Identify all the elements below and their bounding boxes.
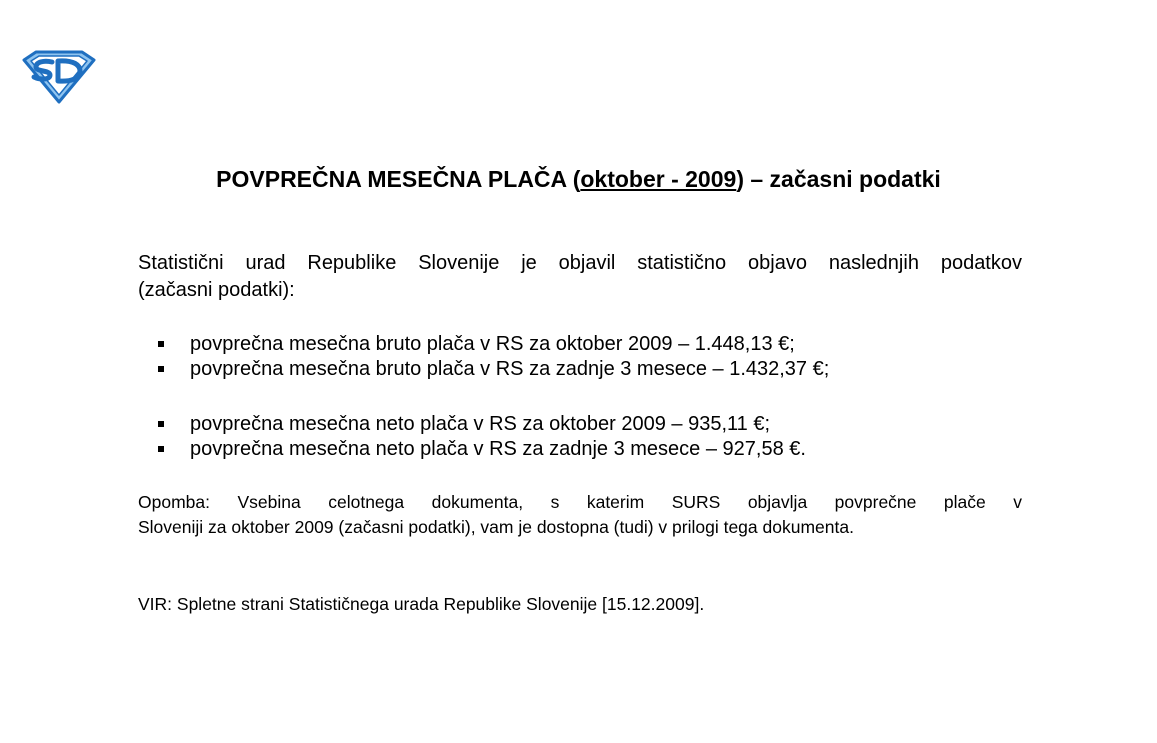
list-item-text: povprečna mesečna neto plača v RS za oktober 2009 – 935,11 €; bbox=[190, 413, 771, 435]
list-item bbox=[138, 412, 1022, 437]
note-line-1: Opomba: Vsebina celotnega dokumenta, s katerim SURS objavlja povprečne plače v bbox=[138, 492, 1022, 512]
neto-salary-list bbox=[138, 412, 1022, 462]
intro-line-2: (začasni podatki): bbox=[138, 279, 295, 301]
title-suffix: ) – začasni podatki bbox=[736, 166, 941, 192]
list-item-text: povprečna mesečna neto plača v RS za zadnje 3 mesece – 927,58 €. bbox=[190, 438, 806, 460]
list-item-text: povprečna mesečna bruto plača v RS za oktober 2009 – 1.448,13 €; bbox=[190, 333, 795, 355]
intro-paragraph bbox=[138, 250, 1022, 304]
list-item bbox=[138, 437, 1022, 462]
intro-line-1: Statistični urad Republike Slovenije je objavil statistično objavo naslednjih podatkov bbox=[138, 252, 1022, 274]
bullet-square-icon bbox=[158, 446, 164, 452]
sd-shield-logo-icon bbox=[22, 48, 96, 104]
list-item bbox=[138, 332, 1022, 357]
note-paragraph bbox=[138, 490, 1022, 540]
list-item bbox=[138, 357, 1022, 382]
bullet-square-icon bbox=[158, 421, 164, 427]
bruto-salary-list bbox=[138, 332, 1022, 382]
note-line-2: Sloveniji za oktober 2009 (začasni podatki), vam je dostopna (tudi) v prilogi tega dokumenta. bbox=[138, 517, 854, 537]
title-period: oktober - 2009 bbox=[580, 166, 737, 192]
bullet-square-icon bbox=[158, 366, 164, 372]
document-title bbox=[0, 166, 1157, 193]
bullet-square-icon bbox=[158, 341, 164, 347]
title-prefix: POVPREČNA MESEČNA PLAČA ( bbox=[216, 166, 581, 192]
list-item-text: povprečna mesečna bruto plača v RS za zadnje 3 mesece – 1.432,37 €; bbox=[190, 358, 830, 380]
source-citation: VIR: Spletne strani Statističnega urada Republike Slovenije [15.12.2009]. bbox=[138, 594, 705, 614]
